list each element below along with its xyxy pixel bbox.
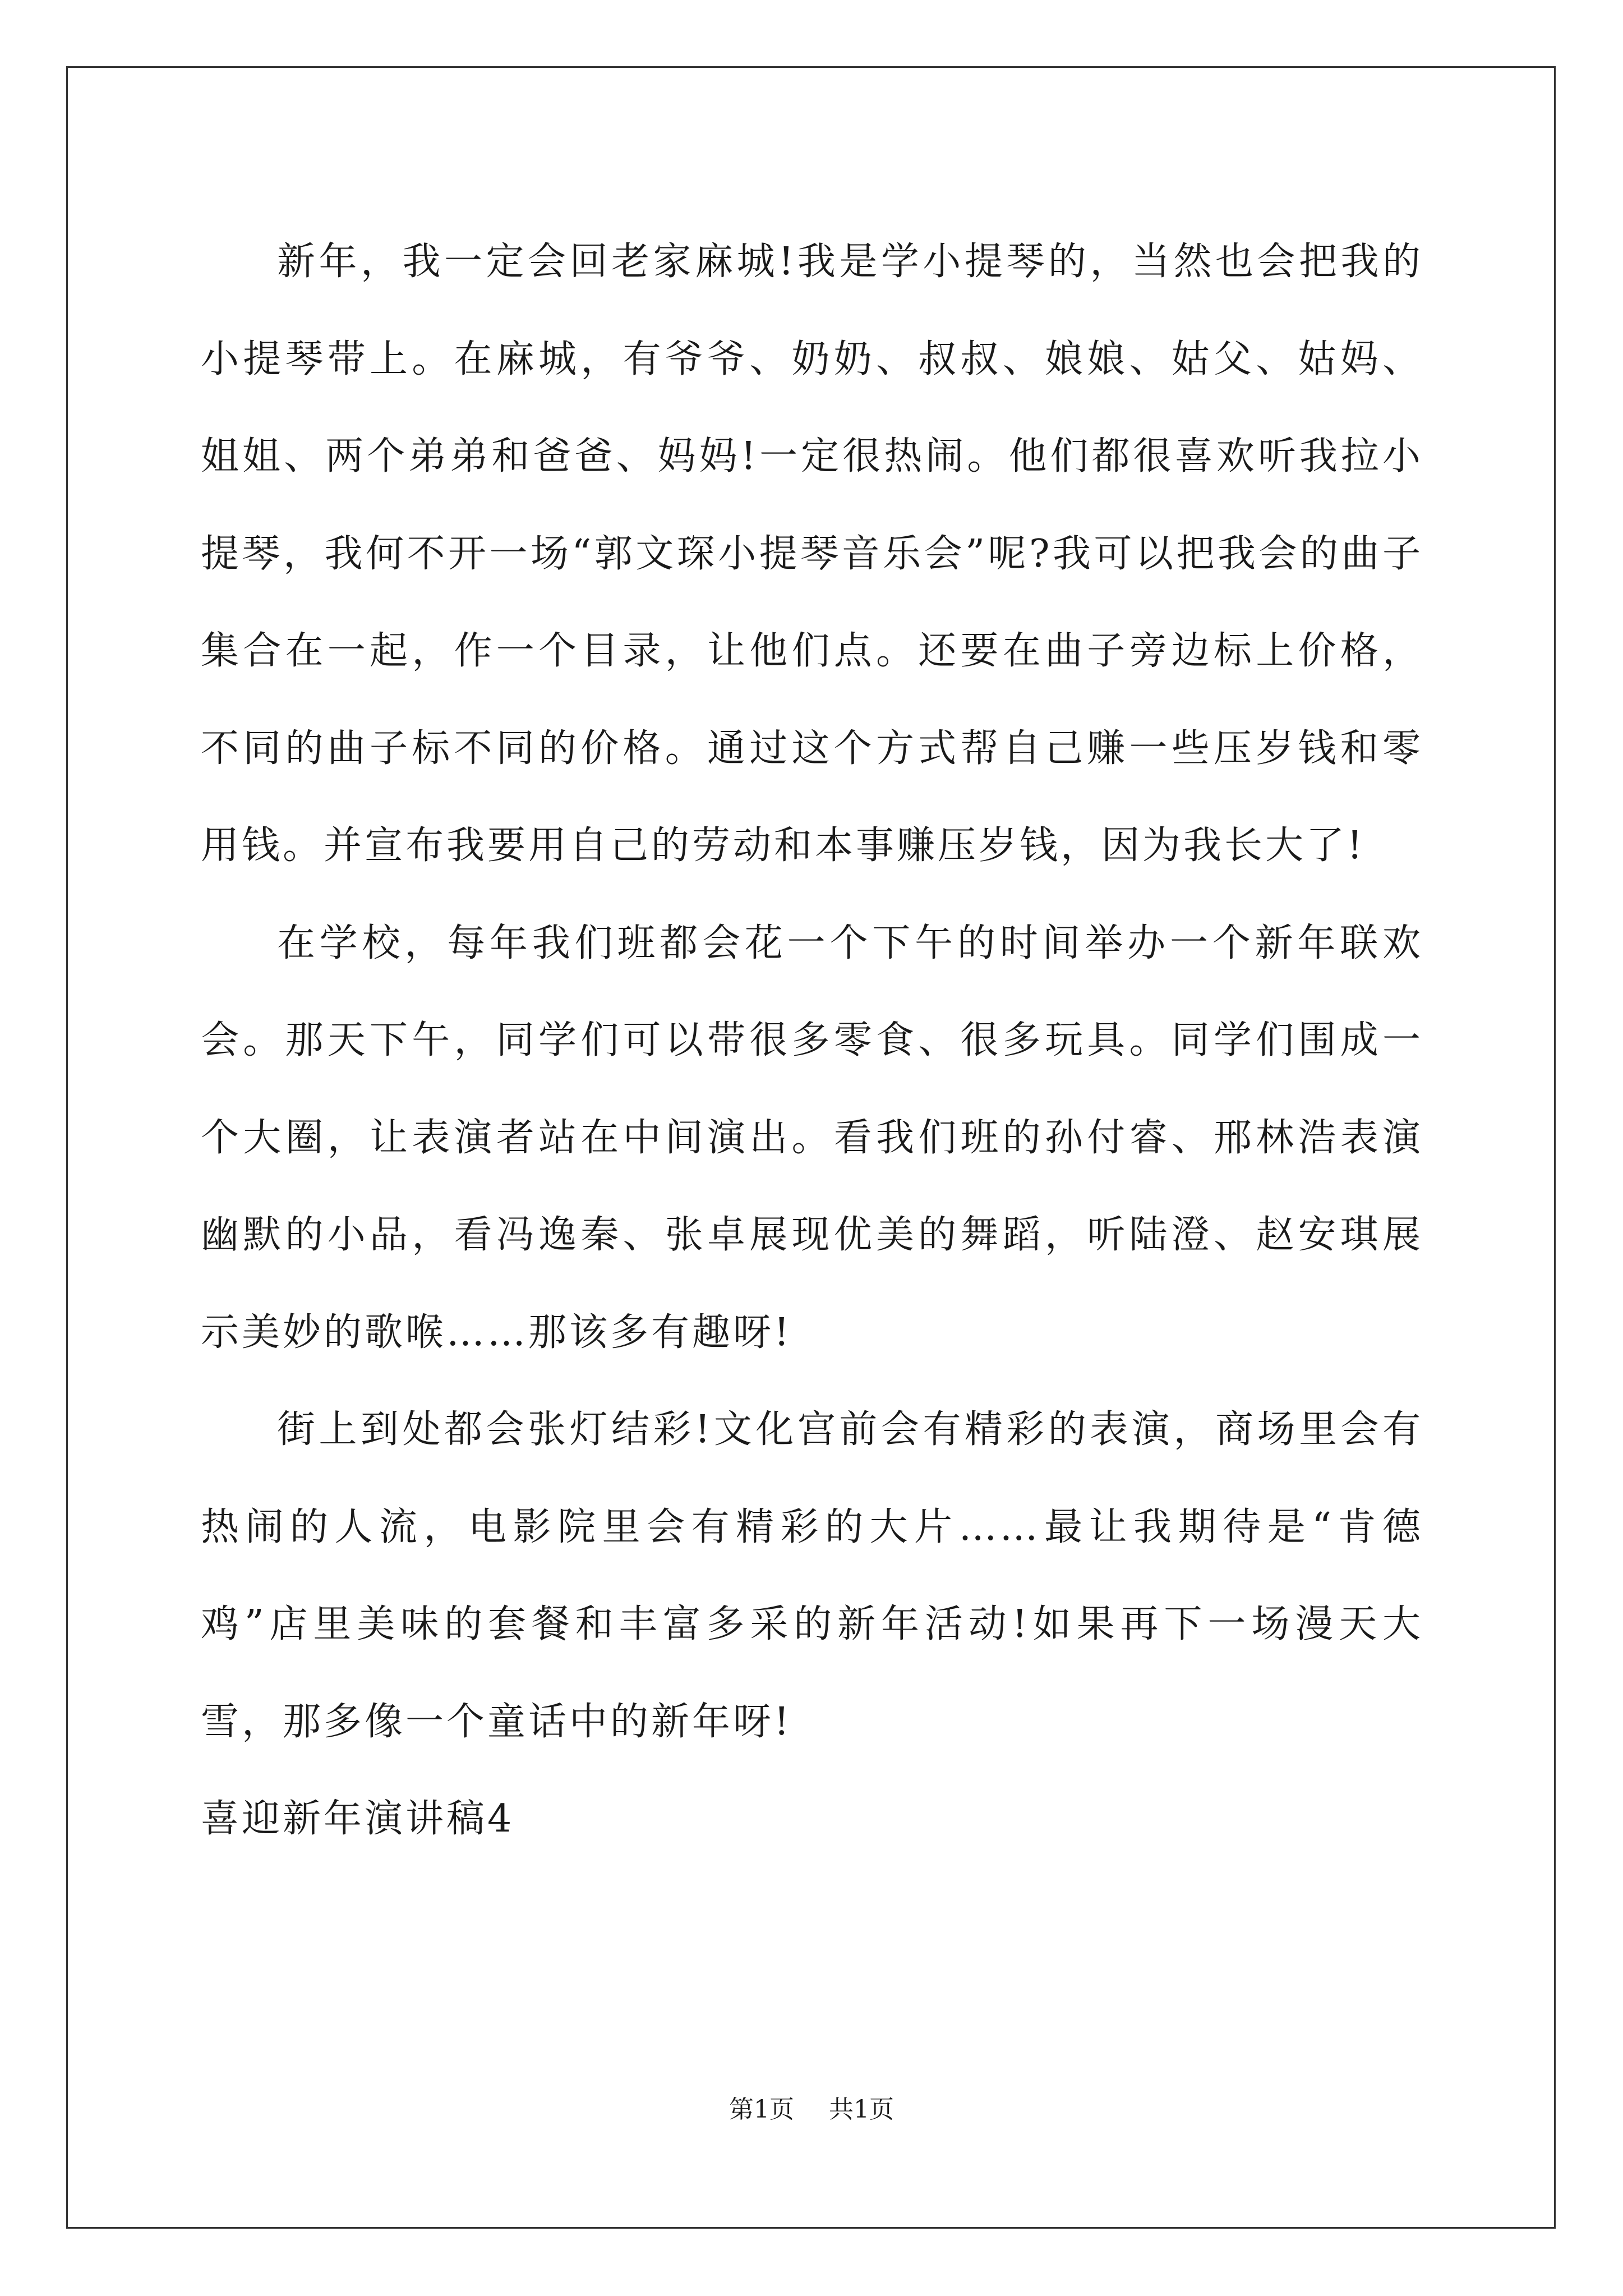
page-footer bbox=[0, 2089, 1623, 2125]
page-total: 共1页 bbox=[829, 2095, 894, 2124]
paragraph-3: 街上到处都会张灯结彩!文化宫前会有精彩的表演，商场里会有热闹的人流，电影院里会有精彩的大片……最让我期待是“肯德鸡”店里美味的套餐和丰富多采的新年活动!如果再下一场漫天大雪，那多像一个童话中的新年呀! bbox=[201, 1407, 1423, 1744]
paragraph-1: 新年，我一定会回老家麻城!我是学小提琴的，当然也会把我的小提琴带上。在麻城，有爷爷、奶奶、叔叔、娘娘、姑父、姑妈、姐姐、两个弟弟和爸爸、妈妈!一定很热闹。他们都很喜欢听我拉小提琴，我何不开一场“郭文琛小提琴音乐会”呢?我可以把我会的曲子集合在一起，作一个目录，让他们点。还要在曲子旁边标上价格，不同的曲子标不同的价格。通过这个方式帮自己赚一些压岁钱和零用钱。并宣布我要用自己的劳动和本事赚压岁钱，因为我长大了! bbox=[201, 240, 1424, 868]
section-heading: 喜迎新年演讲稿4 bbox=[201, 1797, 515, 1841]
page-number: 第1页 bbox=[729, 2095, 794, 2124]
paragraph-2: 在学校，每年我们班都会花一个下午的时间举办一个新年联欢会。那天下午，同学们可以带很多零食、很多玩具。同学们围成一个大圈，让表演者站在中间演出。看我们班的孙付睿、邢林浩表演幽默的小品，看冯逸秦、张卓展现优美的舞蹈，听陆澄、赵安琪展示美妙的歌喉……那该多有趣呀! bbox=[201, 921, 1423, 1355]
document-body bbox=[201, 213, 1423, 1868]
